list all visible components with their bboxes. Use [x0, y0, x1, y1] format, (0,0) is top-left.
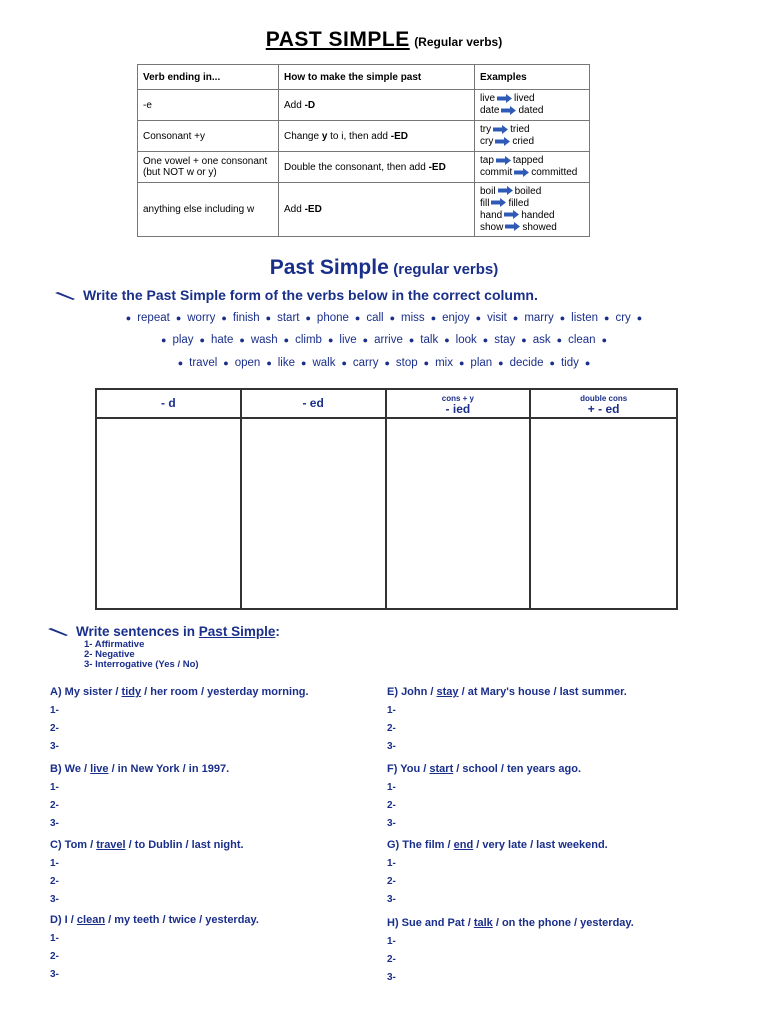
bullet-icon: ● — [604, 313, 610, 323]
sentence-letter: E) — [387, 686, 398, 698]
instruction-sentences: Write sentences in Past Simple: — [48, 624, 280, 639]
bullet-icon: ● — [584, 358, 591, 368]
verb-item: travel — [189, 357, 218, 369]
page-title — [0, 28, 768, 52]
answer-line-1[interactable]: 1- — [50, 782, 59, 793]
arrow-right-icon — [495, 137, 510, 146]
example-base: commit — [480, 167, 513, 178]
verb-item: cry — [615, 312, 631, 324]
verb-item: open — [234, 357, 261, 369]
answer-line-2[interactable]: 2- — [50, 876, 59, 887]
bullet-icon: ● — [636, 313, 643, 323]
answer-line-1[interactable]: 1- — [50, 705, 59, 716]
sentence-prompt-h: H) Sue and Pat / talk / on the phone / yesterday. — [387, 917, 634, 929]
verb-item: miss — [401, 312, 425, 324]
rule-examples — [475, 152, 590, 183]
verb-list-line-3 — [0, 357, 768, 369]
verb-item: visit — [487, 312, 507, 324]
example-pair — [480, 105, 584, 117]
bullet-icon: ● — [223, 358, 229, 368]
answer-line-1[interactable]: 1- — [387, 858, 396, 869]
type-affirmative: 1- Affirmative — [84, 639, 145, 650]
bullet-icon: ● — [161, 335, 167, 345]
rule-how: Add -D — [279, 90, 475, 121]
sentence-prompt-d: D) I / clean / my teeth / twice / yesterday. — [50, 914, 259, 926]
bullet-icon: ● — [177, 358, 184, 368]
column-answer-double[interactable] — [531, 419, 676, 608]
sentence-letter: H) — [387, 917, 399, 929]
sentence-letter: C) — [50, 839, 62, 851]
example-pair — [480, 124, 584, 136]
verb-item: hate — [210, 334, 234, 346]
type-negative: 2- Negative — [84, 649, 135, 660]
verb-item: live — [339, 334, 357, 346]
sentence-prompt-a: A) My sister / tidy / her room / yesterday morning. — [50, 686, 309, 698]
verb-item: finish — [232, 312, 260, 324]
sentence-letter: F) — [387, 763, 398, 775]
column-header-double — [531, 390, 676, 419]
example-base: live — [480, 93, 496, 104]
instruction-columns-text: Write the Past Simple form of the verbs below in the correct column. — [83, 287, 538, 303]
answer-line-3[interactable]: 3- — [387, 894, 396, 905]
rules-header-how: How to make the simple past — [279, 65, 475, 90]
bullet-icon: ● — [475, 313, 482, 323]
bullet-icon: ● — [408, 335, 415, 345]
verb-item: talk — [420, 334, 439, 346]
rules-header-examples: Examples — [475, 65, 590, 90]
verb-item: decide — [509, 357, 544, 369]
rules-table — [137, 64, 590, 237]
type-interrogative: 3- Interrogative (Yes / No) — [84, 659, 199, 670]
rules-row — [138, 121, 590, 152]
sentence-verb: end — [453, 839, 474, 851]
bullet-icon: ● — [283, 335, 290, 345]
column-answer-ed[interactable] — [242, 419, 387, 608]
verb-list-line-1 — [0, 312, 768, 324]
answer-line-2[interactable]: 2- — [387, 954, 396, 965]
verb-item: listen — [571, 312, 598, 324]
arrow-right-icon — [497, 94, 512, 103]
answer-line-3[interactable]: 3- — [50, 741, 59, 752]
example-pair — [480, 167, 584, 179]
answer-line-3[interactable]: 3- — [50, 818, 59, 829]
bullet-icon: ● — [601, 335, 607, 345]
sentence-verb: start — [429, 763, 454, 775]
answer-line-1[interactable]: 1- — [387, 782, 396, 793]
bullet-icon: ● — [559, 313, 566, 323]
sentence-letter: A) — [50, 686, 62, 698]
answer-line-2[interactable]: 2- — [387, 723, 396, 734]
rule-ending: One vowel + one consonant (but NOT w or y) — [138, 152, 279, 183]
answer-line-1[interactable]: 1- — [387, 705, 396, 716]
bullet-icon: ● — [458, 358, 465, 368]
section-title-main: Past Simple — [269, 256, 389, 279]
bullet-icon: ● — [423, 358, 430, 368]
bullet-icon: ● — [341, 358, 347, 368]
bullet-icon: ● — [549, 358, 555, 368]
verb-item: like — [277, 357, 296, 369]
column-label-ed: - ed — [302, 396, 324, 410]
verb-item: mix — [435, 357, 453, 369]
verb-item: start — [277, 312, 300, 324]
answer-line-3[interactable]: 3- — [387, 741, 396, 752]
answer-line-2[interactable]: 2- — [50, 800, 59, 811]
sentence-prompt-b: B) We / live / in New York / in 1997. — [50, 763, 230, 775]
bullet-icon: ● — [221, 313, 227, 323]
bullet-icon: ● — [265, 313, 272, 323]
sentence-verb: talk — [473, 917, 493, 929]
arrow-right-icon — [504, 210, 519, 219]
sentence-prompt-e: E) John / stay / at Mary's house / last summer. — [387, 686, 627, 698]
answer-line-3[interactable]: 3- — [387, 818, 396, 829]
rule-how: Add -ED — [279, 183, 475, 237]
rule-ending: -e — [138, 90, 279, 121]
column-header-d — [97, 390, 242, 419]
bullet-icon: ● — [362, 335, 369, 345]
example-pair — [480, 155, 584, 167]
bullet-icon: ● — [444, 335, 450, 345]
example-base: show — [480, 221, 504, 233]
example-base: try — [480, 124, 492, 135]
example-past: tried — [510, 124, 530, 135]
rule-examples — [475, 183, 590, 237]
example-pair — [480, 93, 584, 105]
example-past: filled — [508, 197, 530, 209]
sentence-prompt-c: C) Tom / travel / to Dublin / last night. — [50, 839, 244, 851]
bullet-icon: ● — [482, 335, 489, 345]
example-base: date — [480, 105, 500, 116]
arrow-right-icon — [491, 198, 506, 207]
sentence-verb: live — [90, 763, 109, 775]
example-past: dated — [518, 105, 544, 116]
verb-item: call — [366, 312, 384, 324]
example-past: cried — [512, 136, 535, 147]
pen-icon — [55, 292, 75, 300]
answer-line-1[interactable]: 1- — [50, 933, 59, 944]
verb-item: stop — [395, 357, 418, 369]
verb-item: enjoy — [442, 312, 470, 324]
sentence-verb: clean — [76, 914, 106, 926]
rule-how: Double the consonant, then add -ED — [279, 152, 475, 183]
arrow-right-icon — [493, 125, 508, 134]
example-pair — [480, 136, 584, 148]
column-note-double-cons: double cons — [580, 393, 628, 403]
example-base: fill — [480, 197, 490, 209]
sentence-letter: G) — [387, 839, 400, 851]
verb-item: phone — [316, 312, 349, 324]
example-past: handed — [521, 209, 555, 221]
bullet-icon: ● — [498, 358, 504, 368]
example-base: hand — [480, 209, 503, 221]
bullet-icon: ● — [512, 313, 519, 323]
example-pair — [480, 222, 584, 234]
rules-row — [138, 183, 590, 237]
example-pair — [480, 186, 584, 198]
rule-examples — [475, 90, 590, 121]
bullet-icon: ● — [556, 335, 563, 345]
column-label-d: - d — [161, 396, 176, 410]
answer-line-2[interactable]: 2- — [387, 800, 396, 811]
sentence-types-list — [84, 640, 199, 670]
sentence-letter: D) — [50, 914, 62, 926]
verb-item: walk — [312, 357, 336, 369]
example-pair — [480, 198, 584, 210]
arrow-right-icon — [498, 186, 513, 195]
example-base: boil — [480, 185, 496, 197]
answer-line-3[interactable]: 3- — [50, 894, 59, 905]
verb-list-line-2 — [0, 334, 768, 346]
bullet-icon: ● — [430, 313, 437, 323]
bullet-icon: ● — [389, 313, 396, 323]
example-past: committed — [531, 167, 578, 178]
verb-item: arrive — [374, 334, 403, 346]
bullet-icon: ● — [125, 313, 132, 323]
column-note-cons-y: cons + y — [441, 393, 474, 403]
column-header-ed — [242, 390, 387, 419]
title-main: PAST SIMPLE — [265, 28, 410, 51]
example-past: showed — [522, 221, 557, 233]
verb-item: worry — [187, 312, 216, 324]
bullet-icon: ● — [301, 358, 307, 368]
arrow-right-icon — [496, 156, 511, 165]
sentence-verb: travel — [96, 839, 126, 851]
verb-item: carry — [352, 357, 379, 369]
rule-ending: Consonant +y — [138, 121, 279, 152]
rule-how: Change y to i, then add -ED — [279, 121, 475, 152]
bullet-icon: ● — [327, 335, 334, 345]
answer-line-2[interactable]: 2- — [387, 876, 396, 887]
verb-item: stay — [494, 334, 516, 346]
bullet-icon: ● — [384, 358, 390, 368]
section-title — [0, 256, 768, 280]
arrow-right-icon — [505, 222, 520, 231]
bullet-icon: ● — [354, 313, 361, 323]
example-past: tapped — [512, 155, 544, 166]
answer-line-2[interactable]: 2- — [50, 723, 59, 734]
example-base: tap — [480, 155, 494, 166]
rules-header-row — [138, 65, 590, 90]
answer-line-1[interactable]: 1- — [387, 936, 396, 947]
verb-item: look — [455, 334, 477, 346]
bullet-icon: ● — [199, 335, 205, 345]
rule-ending: anything else including w — [138, 183, 279, 237]
column-label-ied: - ied — [445, 401, 471, 416]
example-pair — [480, 210, 584, 222]
verb-item: wash — [250, 334, 278, 346]
sorting-grid — [95, 388, 678, 610]
example-past: boiled — [514, 185, 542, 197]
verb-item: ask — [532, 334, 551, 346]
arrow-right-icon — [501, 106, 516, 115]
pen-icon — [48, 628, 68, 636]
bullet-icon: ● — [305, 313, 311, 323]
sentence-prompt-g: G) The film / end / very late / last weekend. — [387, 839, 608, 851]
bullet-icon: ● — [239, 335, 245, 345]
verb-item: plan — [470, 357, 493, 369]
title-sub: (Regular verbs) — [414, 35, 503, 49]
answer-line-2[interactable]: 2- — [50, 951, 59, 962]
answer-line-1[interactable]: 1- — [50, 858, 59, 869]
rules-row — [138, 90, 590, 121]
verb-item: tidy — [560, 357, 579, 369]
bullet-icon: ● — [175, 313, 182, 323]
sentence-verb: tidy — [121, 686, 142, 698]
section-title-sub: (regular verbs) — [393, 261, 499, 278]
example-past: lived — [514, 93, 535, 104]
arrow-right-icon — [514, 168, 529, 177]
rules-row — [138, 152, 590, 183]
rules-header-ending: Verb ending in... — [138, 65, 279, 90]
sentence-verb: stay — [436, 686, 459, 698]
instruction-columns — [55, 287, 538, 303]
column-label-double: + - ed — [587, 401, 620, 416]
bullet-icon: ● — [521, 335, 527, 345]
sentence-letter: B) — [50, 763, 62, 775]
verb-item: marry — [524, 312, 554, 324]
rule-examples — [475, 121, 590, 152]
answer-line-3[interactable]: 3- — [387, 972, 396, 983]
column-answer-ied[interactable] — [387, 419, 532, 608]
verb-item: repeat — [137, 312, 170, 324]
bullet-icon: ● — [266, 358, 272, 368]
column-header-ied — [387, 390, 532, 419]
answer-line-3[interactable]: 3- — [50, 969, 59, 980]
verb-item: play — [172, 334, 194, 346]
verb-item: clean — [568, 334, 596, 346]
verb-item: climb — [295, 334, 322, 346]
column-answer-d[interactable] — [97, 419, 242, 608]
example-base: cry — [480, 136, 494, 147]
sentence-prompt-f: F) You / start / school / ten years ago. — [387, 763, 581, 775]
